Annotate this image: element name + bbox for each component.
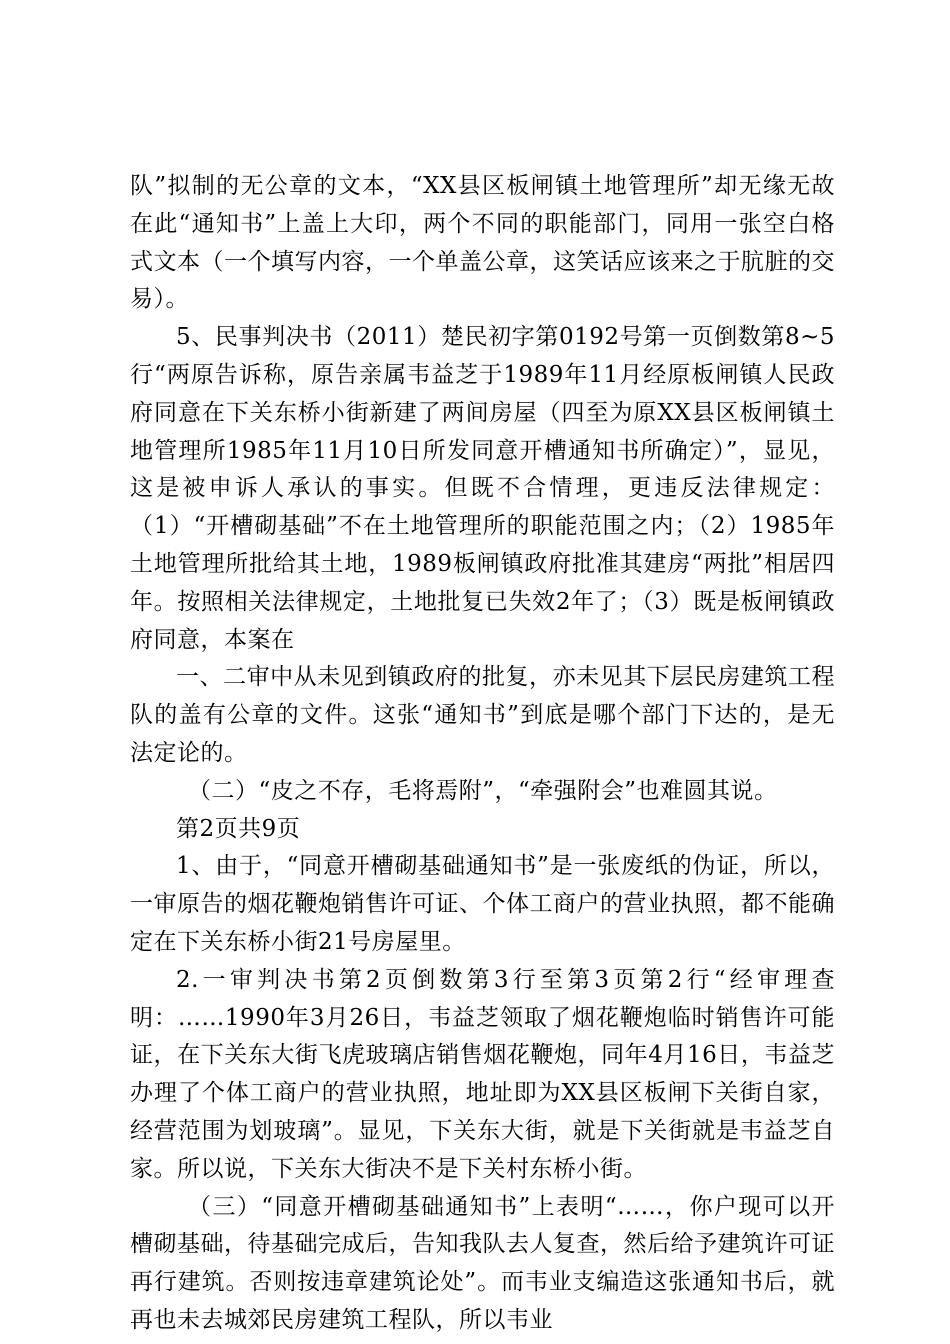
paragraph-3: 一、二审中从未见到镇政府的批复，亦未见其下层民房建筑工程队的盖有公章的文件。这张“通知书”到底是哪个部门下达的，是无法定论的。 <box>130 664 835 766</box>
paragraph-2: 5、民事判决书（2011）楚民初字第0192号第一页倒数第8~5行“两原告诉称，原告亲属韦益芝于1989年11月经原板闸镇人民政府同意在下关东桥小街新建了两间房屋（四至为原XX县区板闸镇土地管理所1985年11月10日所发同意开槽通知书所确定）”，显见，这是被申诉人承认的事实。但既不合情理，更违反法律规定：（1）“开槽砌基础”不在土地管理所的职能范围之内；（2）1985年土地管理所批给其土地，1989板闸镇政府批准其建房“两批”相居四年。按照相关法律规定，土地批复已失效2年了；（3）既是板闸镇政府同意，本案在 <box>130 324 835 653</box>
paragraph-5: 1、由于，“同意开槽砌基础通知书”是一张废纸的伪证，所以，一审原告的烟花鞭炮销售许可证、个体工商户的营业执照，都不能确定在下关东桥小街21号房屋里。 <box>130 853 835 955</box>
paragraph-4: （二）“皮之不存，毛将焉附”，“牵强附会”也难圆其说。 <box>188 777 778 804</box>
paragraph-1: 队”拟制的无公章的文本，“XX县区板闸镇土地管理所”却无缘无故在此“通知书”上盖上大印，两个不同的职能部门，同用一张空白格式文本（一个填写内容，一个单盖公章，这笑话应该来之于肮脏的交易）。 <box>130 173 835 313</box>
paragraph-6: 2.一审判决书第2页倒数第3行至第3页第2行“经审理查明：……1990年3月26日，韦益芝领取了烟花鞭炮临时销售许可能证，在下关东大街飞虎玻璃店销售烟花鞭炮，同年4月16日，韦益芝办理了个体工商户的营业执照，地址即为XX县区板闸下关街自家，经营范围为划玻璃”。显见，下关东大街，就是下关街就是韦益芝自家。所以说，下关东大街决不是下关村东桥小街。 <box>130 966 835 1182</box>
document-page <box>130 168 835 1340</box>
page-number-line: 第2页共9页 <box>176 815 301 842</box>
paragraph-7: （三）“同意开槽砌基础通知书”上表明“……，你户现可以开槽砌基础，待基础完成后，告知我队去人复查，然后给予建筑许可证再行建筑。否则按违章建筑论处”。而韦业支编造这张通知书后，就再也未去城郊民房建筑工程队，所以韦业 <box>130 1193 835 1333</box>
